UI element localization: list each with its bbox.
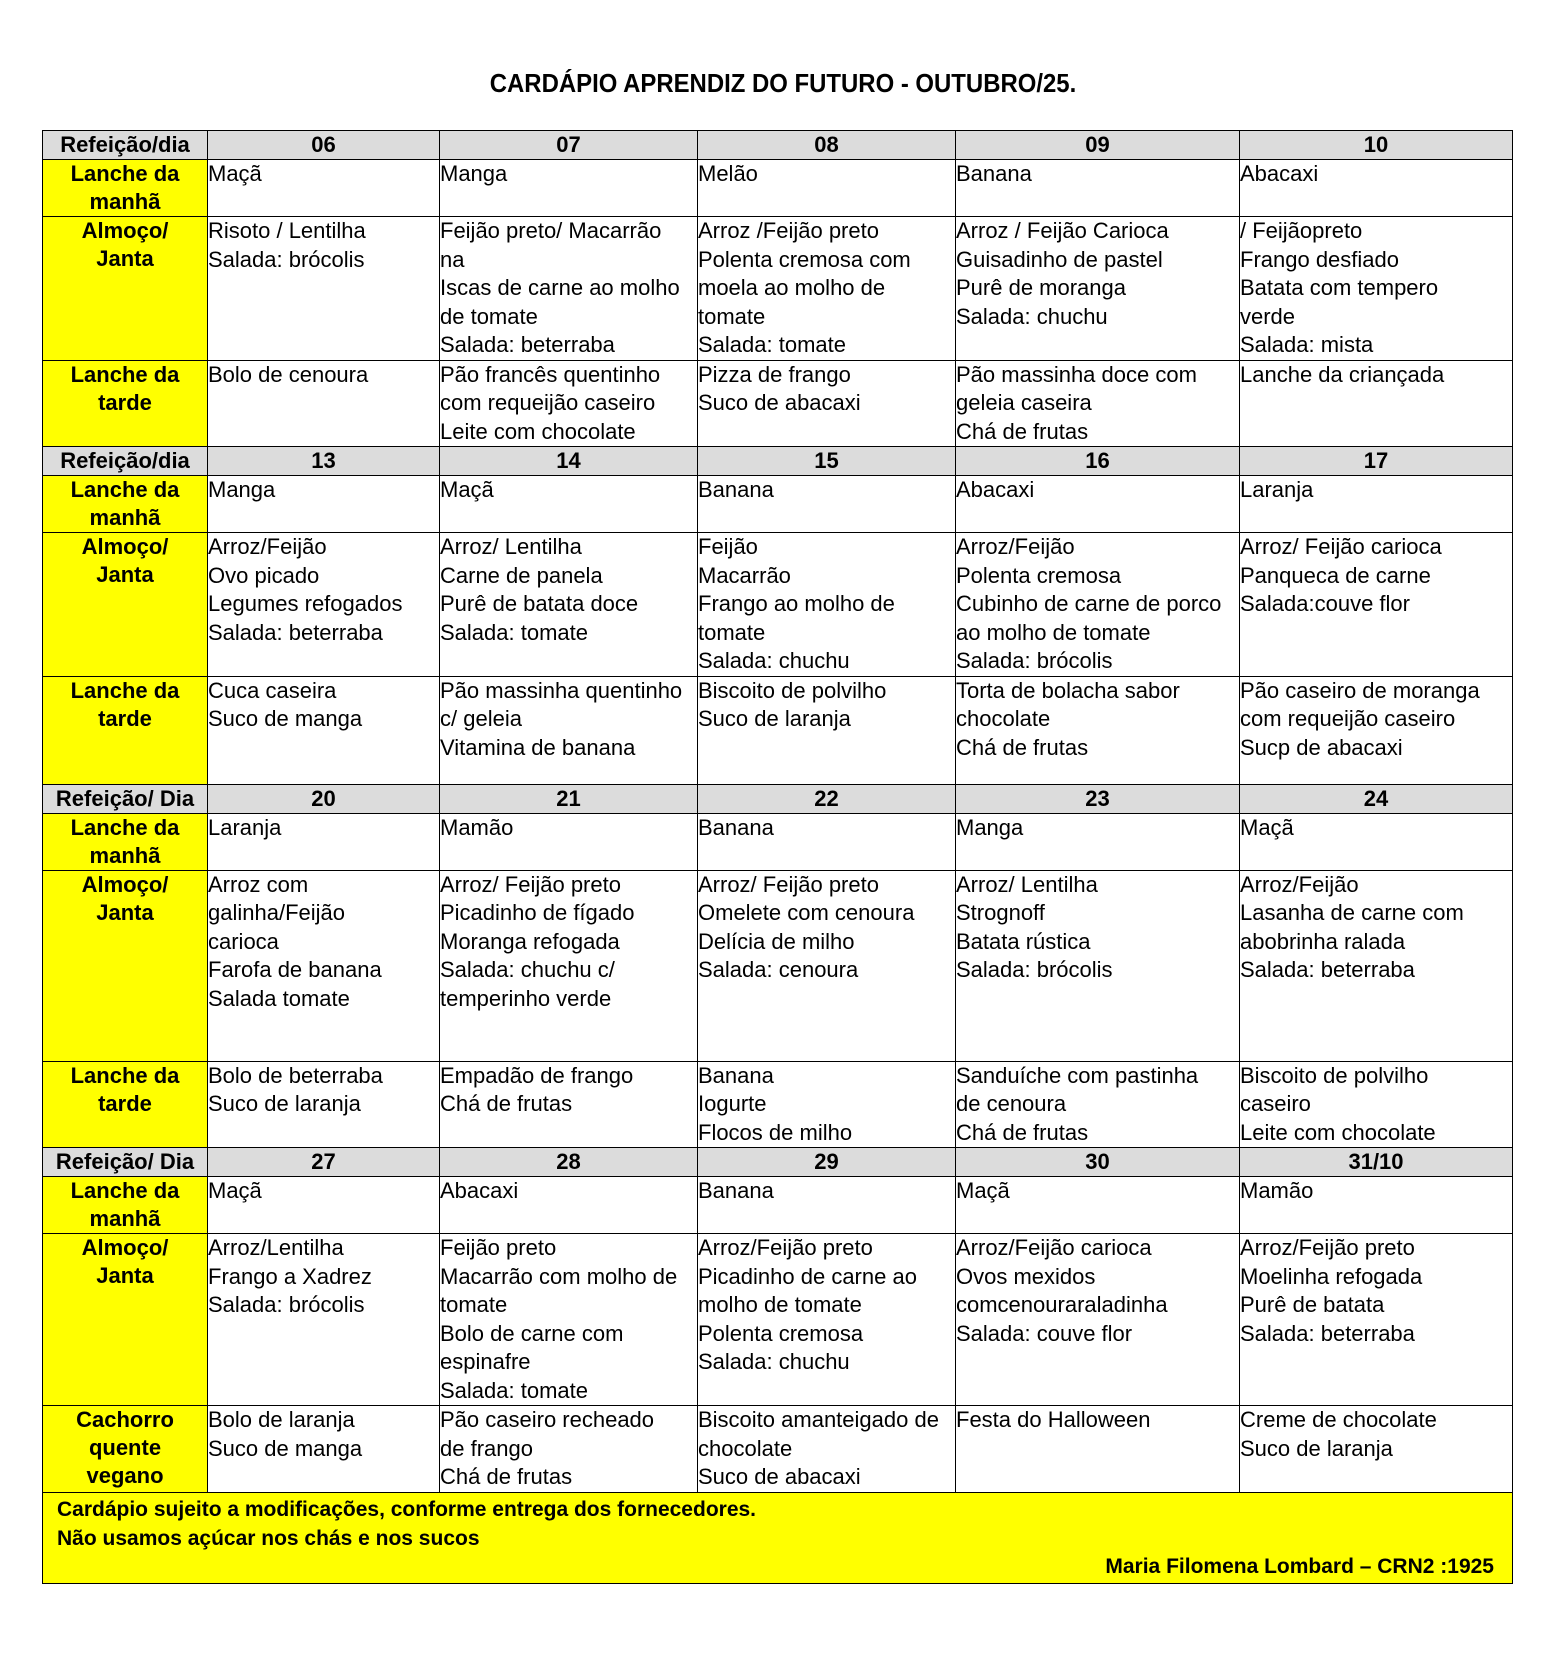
meal-cell: Arroz/ Feijão carioca Panqueca de carne Salada:couve flor (1240, 533, 1513, 677)
meal-cell: Arroz/ Lentilha Strognoff Batata rústica Salada: brócolis (956, 870, 1240, 1061)
meal-label: Cachorro quente vegano (43, 1406, 208, 1493)
day-header: 21 (440, 784, 698, 813)
meal-cell: Pão francês quentinho com requeijão caseiro Leite com chocolate (440, 360, 698, 447)
meal-cell: Manga (208, 476, 440, 533)
meal-cell: Laranja (1240, 476, 1513, 533)
footer-note-modifications: Cardápio sujeito a modificações, conforme entrega dos fornecedores. (57, 1497, 757, 1521)
meal-label: Almoço/ Janta (43, 1234, 208, 1406)
meal-cell: Arroz com galinha/Feijão carioca Farofa de banana Salada tomate (208, 870, 440, 1061)
day-header: 07 (440, 131, 698, 160)
meal-cell: Bolo de cenoura (208, 360, 440, 447)
meal-cell: Abacaxi (1240, 160, 1513, 217)
meal-cell: Creme de chocolate Suco de laranja (1240, 1406, 1513, 1493)
meal-label: Lanche da manhã (43, 476, 208, 533)
meal-cell: Maçã (1240, 813, 1513, 870)
meal-cell: Pizza de frango Suco de abacaxi (698, 360, 956, 447)
day-header: 27 (208, 1148, 440, 1177)
header-label: Refeição/ Dia (43, 1148, 208, 1177)
meal-label: Almoço/ Janta (43, 217, 208, 361)
meal-cell: Arroz/ Feijão preto Omelete com cenoura Delícia de milho Salada: cenoura (698, 870, 956, 1061)
day-header: 22 (698, 784, 956, 813)
meal-row (43, 160, 1513, 217)
meal-row (43, 1406, 1513, 1493)
day-header: 06 (208, 131, 440, 160)
week-header-row (43, 1148, 1513, 1177)
meal-row (43, 1061, 1513, 1148)
day-header: 31/10 (1240, 1148, 1513, 1177)
day-header: 09 (956, 131, 1240, 160)
meal-row (43, 533, 1513, 677)
meal-cell: Sanduíche com pastinha de cenoura Chá de frutas (956, 1061, 1240, 1148)
meal-cell: Bolo de laranja Suco de manga (208, 1406, 440, 1493)
week-header-row (43, 447, 1513, 476)
day-header: 17 (1240, 447, 1513, 476)
meal-cell: Pão massinha doce com geleia caseira Chá de frutas (956, 360, 1240, 447)
meal-cell: Banana Iogurte Flocos de milho (698, 1061, 956, 1148)
meal-cell: Arroz/Lentilha Frango a Xadrez Salada: brócolis (208, 1234, 440, 1406)
meal-cell: Laranja (208, 813, 440, 870)
meal-cell: Banana (698, 1177, 956, 1234)
day-header: 29 (698, 1148, 956, 1177)
page-title: CARDÁPIO APRENDIZ DO FUTURO - OUTUBRO/25. (489, 68, 1077, 98)
day-header: 16 (956, 447, 1240, 476)
meal-cell: Festa do Halloween (956, 1406, 1240, 1493)
meal-cell: Arroz/Feijão Polenta cremosa Cubinho de carne de porco ao molho de tomate Salada: brócolis (956, 533, 1240, 677)
meal-cell: Pão caseiro recheado de frango Chá de frutas (440, 1406, 698, 1493)
day-header: 24 (1240, 784, 1513, 813)
meal-cell: Cuca caseira Suco de manga (208, 676, 440, 784)
meal-label: Lanche da manhã (43, 813, 208, 870)
meal-cell: Feijão preto/ Macarrão na Iscas de carne ao molho de tomate Salada: beterraba (440, 217, 698, 361)
meal-cell: Risoto / Lentilha Salada: brócolis (208, 217, 440, 361)
meal-cell: Feijão Macarrão Frango ao molho de tomate Salada: chuchu (698, 533, 956, 677)
meal-row (43, 1177, 1513, 1234)
day-header: 23 (956, 784, 1240, 813)
meal-cell: Arroz/Feijão carioca Ovos mexidos comcenouraraladinha Salada: couve flor (956, 1234, 1240, 1406)
meal-row (43, 476, 1513, 533)
meal-cell: Abacaxi (956, 476, 1240, 533)
meal-row (43, 813, 1513, 870)
meal-cell: Biscoito amanteigado de chocolate Suco de abacaxi (698, 1406, 956, 1493)
meal-label: Lanche da manhã (43, 1177, 208, 1234)
meal-label: Lanche da tarde (43, 1061, 208, 1148)
meal-cell: Pão massinha quentinho c/ geleia Vitamina de banana (440, 676, 698, 784)
day-header: 28 (440, 1148, 698, 1177)
meal-row (43, 217, 1513, 361)
day-header: 13 (208, 447, 440, 476)
footer-row (43, 1492, 1513, 1583)
meal-cell: Torta de bolacha sabor chocolate Chá de frutas (956, 676, 1240, 784)
meal-label: Lanche da tarde (43, 676, 208, 784)
meal-cell: Lanche da criançada (1240, 360, 1513, 447)
day-header: 20 (208, 784, 440, 813)
meal-row (43, 360, 1513, 447)
footer-notes (43, 1492, 1513, 1583)
meal-cell: / Feijãopreto Frango desfiado Batata com tempero verde Salada: mista (1240, 217, 1513, 361)
meal-cell: Manga (440, 160, 698, 217)
nutritionist-signature: Maria Filomena Lombard – CRN2 :1925 (1105, 1554, 1494, 1578)
meal-cell: Pão caseiro de moranga com requeijão caseiro Sucp de abacaxi (1240, 676, 1513, 784)
meal-cell: Mamão (440, 813, 698, 870)
week-header-row (43, 784, 1513, 813)
meal-cell: Maçã (208, 160, 440, 217)
day-header: 15 (698, 447, 956, 476)
meal-cell: Arroz / Feijão Carioca Guisadinho de pastel Purê de moranga Salada: chuchu (956, 217, 1240, 361)
day-header: 10 (1240, 131, 1513, 160)
meal-cell: Maçã (956, 1177, 1240, 1234)
meal-label: Almoço/ Janta (43, 533, 208, 677)
meal-cell: Biscoito de polvilho Suco de laranja (698, 676, 956, 784)
meal-cell: Banana (698, 476, 956, 533)
meal-label: Lanche da manhã (43, 160, 208, 217)
meal-cell: Manga (956, 813, 1240, 870)
meal-cell: Maçã (208, 1177, 440, 1234)
meal-row (43, 870, 1513, 1061)
day-header: 14 (440, 447, 698, 476)
header-label: Refeição/ Dia (43, 784, 208, 813)
meal-cell: Arroz/Feijão preto Moelinha refogada Purê de batata Salada: beterraba (1240, 1234, 1513, 1406)
meal-cell: Mamão (1240, 1177, 1513, 1234)
meal-cell: Arroz/Feijão Lasanha de carne com abobrinha ralada Salada: beterraba (1240, 870, 1513, 1061)
menu-table (42, 130, 1513, 1584)
meal-row (43, 676, 1513, 784)
day-header: 08 (698, 131, 956, 160)
header-label: Refeição/dia (43, 447, 208, 476)
meal-row (43, 1234, 1513, 1406)
meal-cell: Melão (698, 160, 956, 217)
meal-cell: Banana (956, 160, 1240, 217)
meal-cell: Arroz/Feijão preto Picadinho de carne ao molho de tomate Polenta cremosa Salada: chuchu (698, 1234, 956, 1406)
meal-cell: Arroz /Feijão preto Polenta cremosa com moela ao molho de tomate Salada: tomate (698, 217, 956, 361)
meal-label: Almoço/ Janta (43, 870, 208, 1061)
meal-label: Lanche da tarde (43, 360, 208, 447)
meal-cell: Bolo de beterraba Suco de laranja (208, 1061, 440, 1148)
meal-cell: Biscoito de polvilho caseiro Leite com chocolate (1240, 1061, 1513, 1148)
meal-cell: Banana (698, 813, 956, 870)
meal-cell: Maçã (440, 476, 698, 533)
meal-cell: Empadão de frango Chá de frutas (440, 1061, 698, 1148)
meal-cell: Arroz/Feijão Ovo picado Legumes refogados Salada: beterraba (208, 533, 440, 677)
day-header: 30 (956, 1148, 1240, 1177)
footer-note-sugar: Não usamos açúcar nos chás e nos sucos (57, 1526, 480, 1550)
week-header-row (43, 131, 1513, 160)
meal-cell: Feijão preto Macarrão com molho de tomate Bolo de carne com espinafre Salada: tomate (440, 1234, 698, 1406)
meal-cell: Arroz/ Feijão preto Picadinho de fígado Moranga refogada Salada: chuchu c/ temperinho verde (440, 870, 698, 1061)
meal-cell: Arroz/ Lentilha Carne de panela Purê de batata doce Salada: tomate (440, 533, 698, 677)
header-label: Refeição/dia (43, 131, 208, 160)
meal-cell: Abacaxi (440, 1177, 698, 1234)
